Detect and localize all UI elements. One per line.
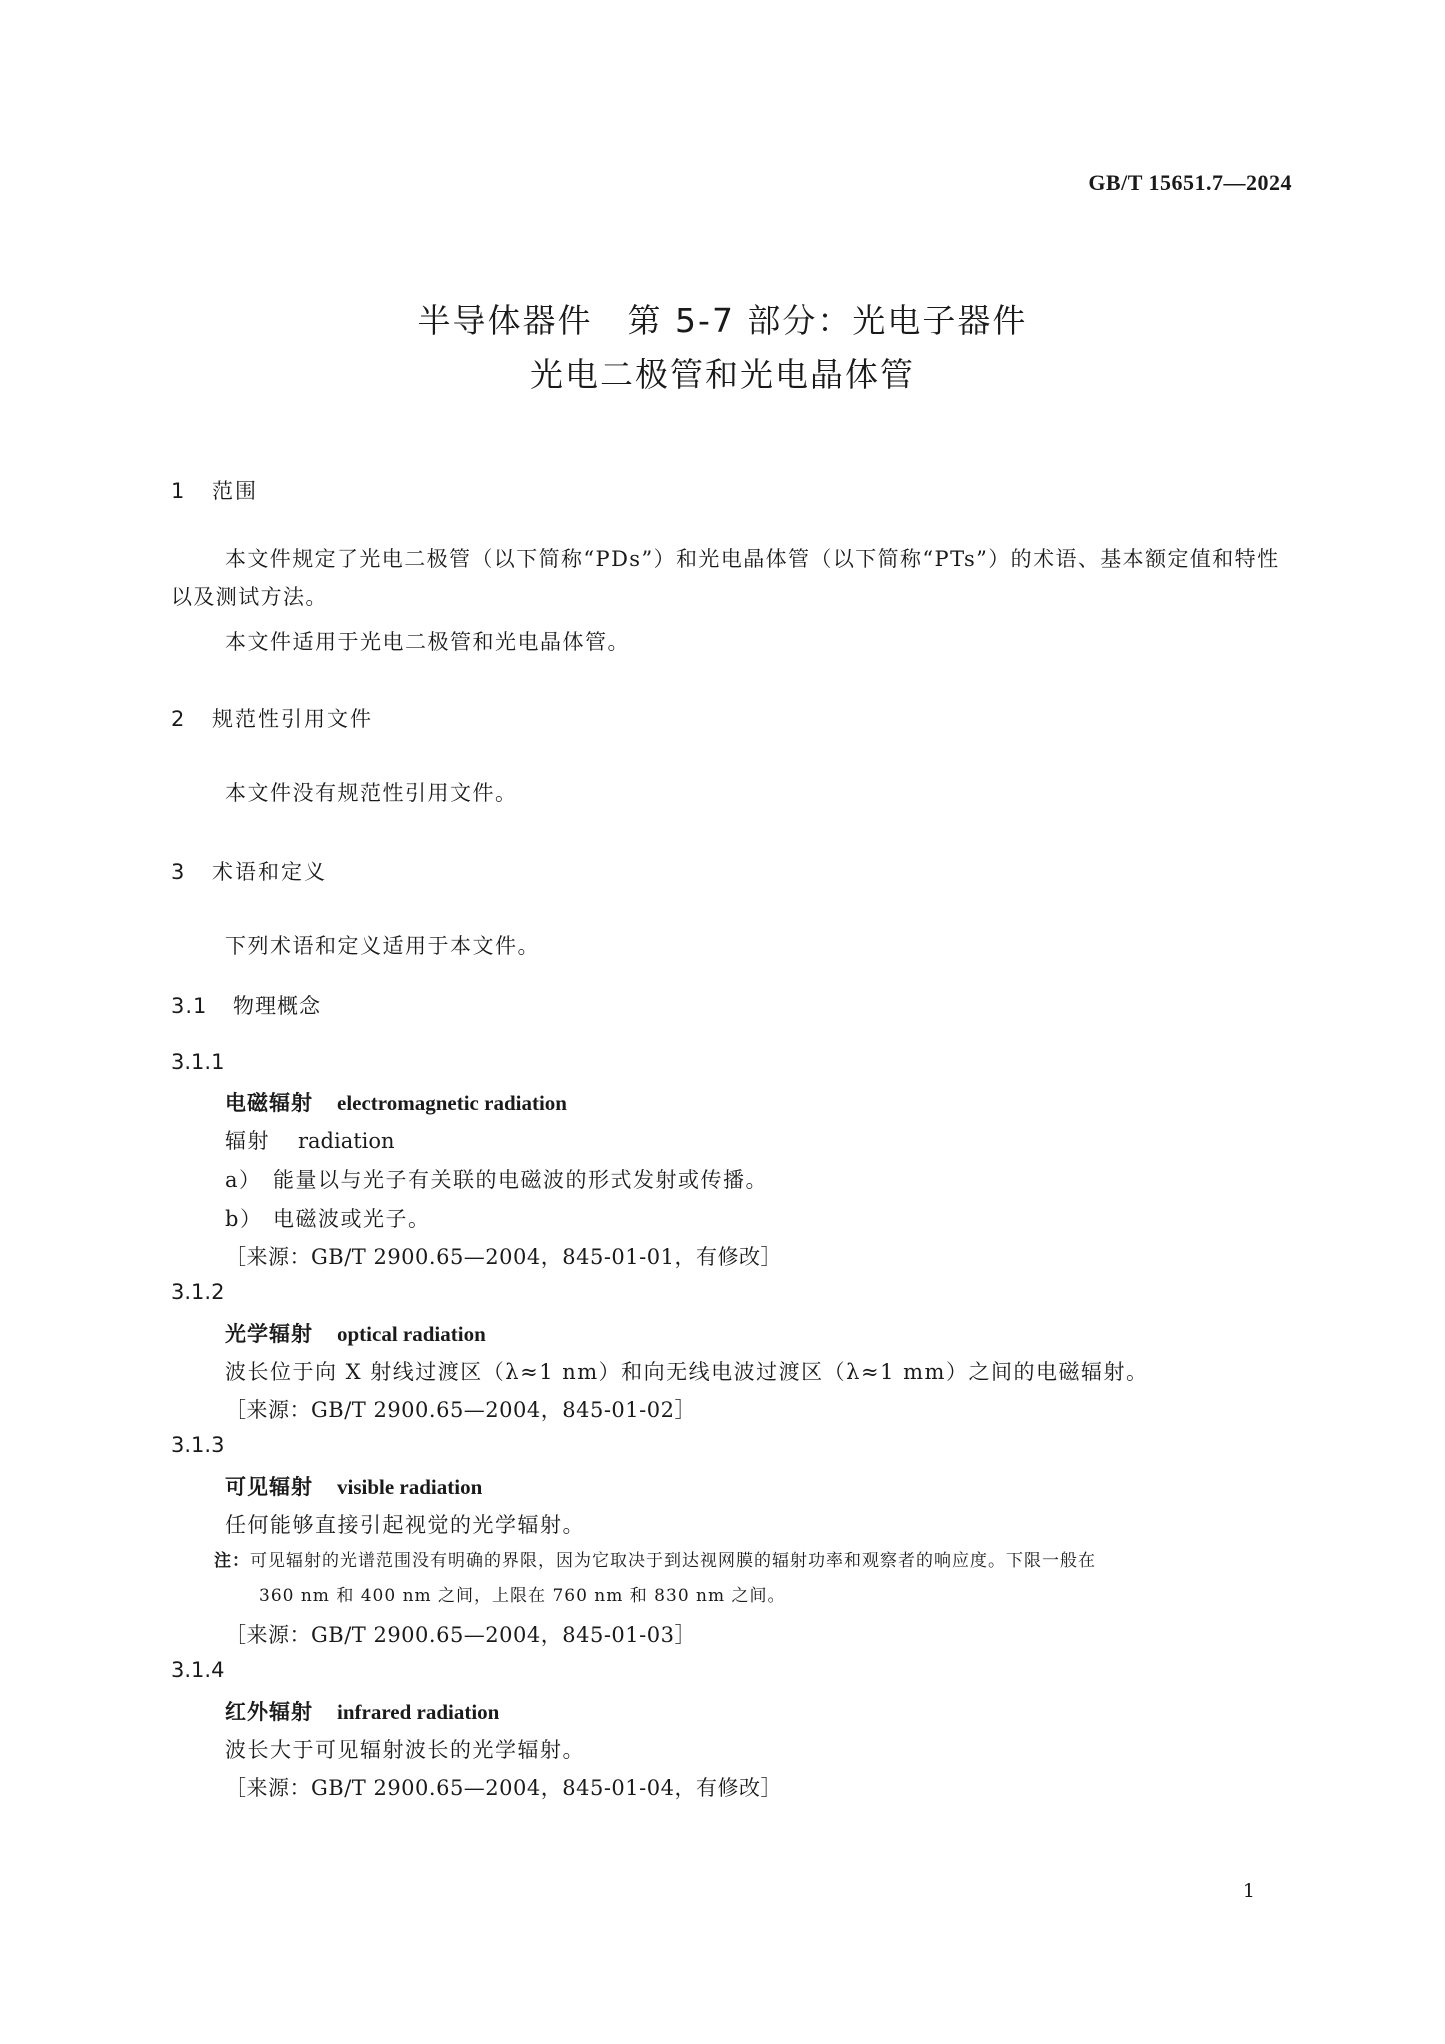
section-3-heading: [171, 856, 327, 886]
term-number-3-1-3: 3.1.3: [171, 1433, 225, 1457]
list-item-a: [225, 1164, 768, 1194]
section-2-heading: [171, 703, 373, 733]
section-title: 规范性引用文件: [212, 707, 373, 731]
section-number: 3: [171, 860, 187, 884]
term-name-3-1-4: [225, 1696, 499, 1726]
list-label: b）: [225, 1207, 263, 1231]
term-alt-english: radiation: [298, 1129, 395, 1153]
term-source-3-1-3: ［来源：GB/T 2900.65—2004，845-01-03］: [225, 1623, 696, 1647]
term-english: visible radiation: [337, 1475, 483, 1499]
term-number-3-1-1: 3.1.1: [171, 1050, 225, 1074]
section-2-paragraph-1: 本文件没有规范性引用文件。: [225, 781, 518, 805]
term-english: infrared radiation: [337, 1700, 500, 1724]
term-source-3-1-2: ［来源：GB/T 2900.65—2004，845-01-02］: [225, 1398, 696, 1422]
page-number: 1: [1242, 1880, 1255, 1902]
term-name-3-1-2: [225, 1318, 486, 1348]
term-alt-chinese: 辐射: [225, 1129, 270, 1153]
standard-number: GB/T 15651.7—2024: [1088, 170, 1292, 195]
document-title-line2: 光电二极管和光电晶体管: [530, 355, 915, 394]
section-title: 术语和定义: [212, 860, 327, 884]
section-1-heading: [171, 475, 258, 505]
term-chinese: 红外辐射: [225, 1700, 313, 1724]
term-source-3-1-4: ［来源：GB/T 2900.65—2004，845-01-04，有修改］: [225, 1776, 782, 1800]
list-text: 电磁波或光子。: [273, 1207, 431, 1231]
term-chinese: 可见辐射: [225, 1475, 313, 1499]
note-text-line2: 360 nm 和 400 nm 之间，上限在 760 nm 和 830 nm 之间。: [259, 1586, 786, 1606]
term-definition-3-1-4: 波长大于可见辐射波长的光学辐射。: [225, 1738, 585, 1762]
term-source-3-1-1: ［来源：GB/T 2900.65—2004，845-01-01，有修改］: [225, 1245, 782, 1269]
section-1-paragraph-2: 本文件适用于光电二极管和光电晶体管。: [225, 630, 630, 654]
term-definition-3-1-2: 波长位于向 X 射线过渡区（λ≈1 nm）和向无线电波过渡区（λ≈1 mm）之间的电磁辐射。: [225, 1360, 1149, 1384]
list-text: 能量以与光子有关联的电磁波的形式发射或传播。: [273, 1168, 768, 1192]
section-number: 2: [171, 707, 187, 731]
term-chinese: 电磁辐射: [225, 1091, 313, 1115]
note-text-line1: 可见辐射的光谱范围没有明确的界限，因为它取决于到达视网膜的辐射功率和观察者的响应度。下限一般在: [250, 1551, 1096, 1571]
document-title-line1: 半导体器件 第 5-7 部分：光电子器件: [417, 301, 1028, 340]
term-chinese: 光学辐射: [225, 1322, 313, 1346]
section-3-1-heading: [171, 990, 321, 1020]
list-item-b: [225, 1203, 431, 1233]
term-note-3-1-3: [214, 1544, 1296, 1614]
term-name-3-1-3: [225, 1471, 482, 1501]
term-name-3-1-1: [225, 1087, 567, 1117]
section-number: 3.1: [171, 994, 208, 1018]
note-label: 注：: [214, 1551, 250, 1571]
section-title: 物理概念: [233, 994, 321, 1018]
term-definition-3-1-3: 任何能够直接引起视觉的光学辐射。: [225, 1513, 585, 1537]
section-3-paragraph-1: 下列术语和定义适用于本文件。: [225, 934, 540, 958]
term-alt-3-1-1: [225, 1125, 395, 1155]
term-english: optical radiation: [337, 1322, 486, 1346]
section-number: 1: [171, 479, 187, 503]
section-title: 范围: [212, 479, 258, 503]
section-1-paragraph-1: 本文件规定了光电二极管（以下简称“PDs”）和光电晶体管（以下简称“PTs”）的术语、基本额定值和特性以及测试方法。: [171, 547, 1280, 609]
term-number-3-1-4: 3.1.4: [171, 1658, 225, 1682]
term-english: electromagnetic radiation: [337, 1091, 567, 1115]
list-label: a）: [225, 1168, 262, 1192]
term-number-3-1-2: 3.1.2: [171, 1280, 225, 1304]
